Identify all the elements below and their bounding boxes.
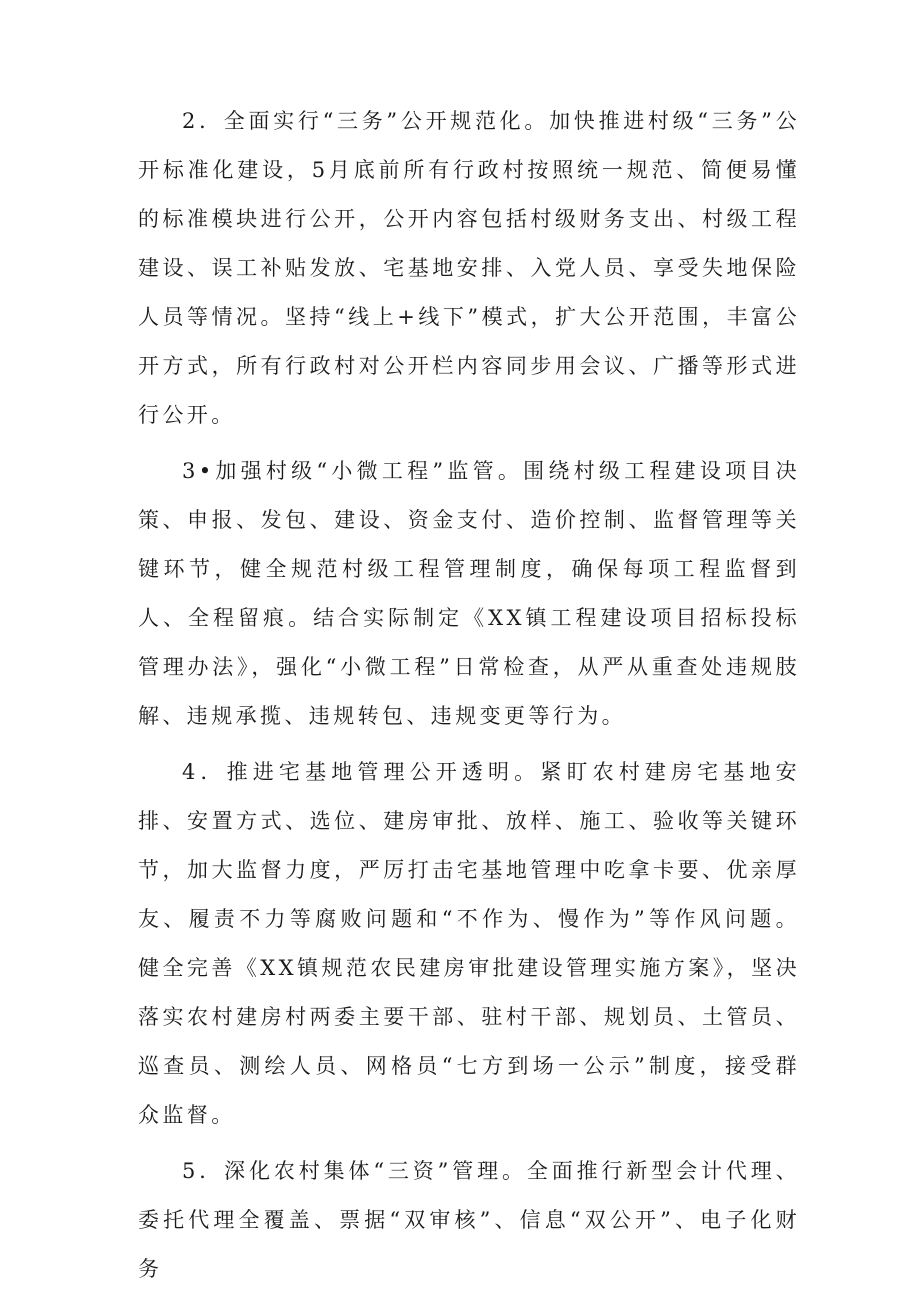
paragraph-item-3: 3•加强村级“小微工程”监管。围绕村级工程建设项目决策、申报、发包、建设、资金支付、造价控制、监督管理等关键环节，健全规范村级工程管理制度，确保每项工程监督到人、全程留痕。结合实际制定《XX镇工程建设项目招标投标管理办法》，强化“小微工程”日常检查，从严从重查处违规肢解、违规承揽、违规转包、违规变更等行为。: [138, 459, 800, 728]
paragraph-item-2: 2．全面实行“三务”公开规范化。加快推进村级“三务”公开标准化建设，5月底前所有行政村按照统一规范、简便易懂的标准模块进行公开，公开内容包括村级财务支出、村级工程建设、误工补贴发放、宅基地安排、入党人员、享受失地保险人员等情况。坚持“线上+线下”模式，扩大公开范围，丰富公开方式，所有行政村对公开栏内容同步用会议、广播等形式进行公开。: [138, 109, 800, 427]
paragraph-item-5: 5．深化农村集体“三资”管理。全面推行新型会计代理、委托代理全覆盖、票据“双审核”、信息“双公开”、电子化财务: [138, 1159, 800, 1281]
paragraph-item-4: 4．推进宅基地管理公开透明。紧盯农村建房宅基地安排、安置方式、选位、建房审批、放样、施工、验收等关键环节，加大监督力度，严厉打击宅基地管理中吃拿卡要、优亲厚友、履责不力等腐败问题和“不作为、慢作为”等作风问题。健全完善《XX镇规范农民建房审批建设管理实施方案》，坚决落实农村建房村两委主要干部、驻村干部、规划员、土管员、巡查员、测绘人员、网格员“七方到场一公示”制度，接受群众监督。: [138, 760, 800, 1127]
document-body: [138, 97, 800, 1294]
